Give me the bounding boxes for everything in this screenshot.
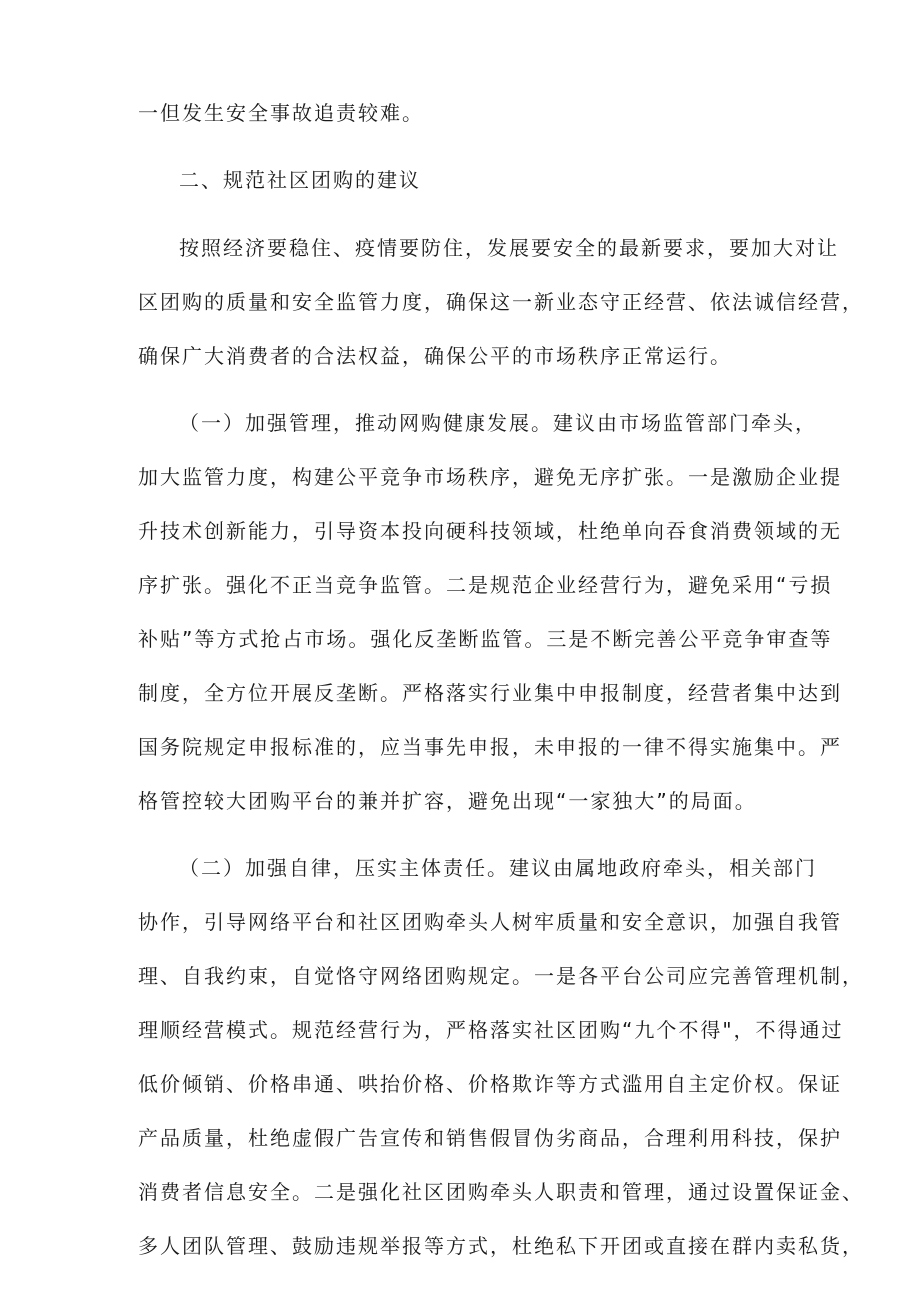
text-line: 理、自我约束，自觉恪守网络团购规定。一是各平台公司应完善管理机制，: [138, 964, 864, 988]
text-line: 制度，全方位开展反垄断。严格落实行业集中申报制度，经营者集中达到: [138, 681, 842, 705]
text-line: 一但发生安全事故追责较难。: [138, 101, 424, 125]
text-line: 按照经济要稳住、疫情要防住，发展要安全的最新要求，要加大对让: [179, 236, 839, 260]
text-line: （二）加强自律，压实主体责任。建议由属地政府牵头，相关部门: [179, 856, 817, 880]
text-line: 低价倾销、价格串通、哄抬价格、价格欺诈等方式滥用自主定价权。保证: [138, 1072, 842, 1096]
text-line: 国务院规定申报标准的，应当事先申报，未申报的一律不得实施集中。严: [138, 735, 842, 759]
text-line: 格管控较大团购平台的兼并扩容，避免出现“一家独大”的局面。: [138, 789, 757, 813]
text-line: 序扩张。强化不正当竞争监管。二是规范企业经营行为，避免采用“亏损: [138, 573, 833, 597]
text-line: 理顺经营模式。规范经营行为，严格落实社区团购“九个不得"，不得通过: [138, 1018, 844, 1042]
text-line: 确保广大消费者的合法权益，确保公平的市场秩序正常运行。: [138, 344, 732, 368]
text-line: 区团购的质量和安全监管力度，确保这一新业态守正经营、依法诚信经营，: [138, 290, 864, 314]
section-heading: 二、规范社区团购的建议: [179, 168, 421, 192]
text-line: （一）加强管理，推动网购健康发展。建议由市场监管部门牵头，: [179, 411, 817, 435]
text-line: 加大监管力度，构建公平竞争市场秩序，避免无序扩张。一是激励企业提: [138, 465, 842, 489]
text-line: 产品质量，杜绝虚假广告宣传和销售假冒伪劣商品，合理利用科技，保护: [138, 1126, 842, 1150]
text-line: 升技术创新能力，引导资本投向硬科技领域，杜绝单向吞食消费领域的无: [138, 519, 842, 543]
text-line: 多人团队管理、鼓励违规举报等方式，杜绝私下开团或直接在群内卖私货，: [138, 1234, 864, 1258]
text-line: 协作，引导网络平台和社区团购牵头人树牢质量和安全意识，加强自我管: [138, 910, 842, 934]
text-line: 消费者信息安全。二是强化社区团购牵头人职责和管理，通过设置保证金、: [138, 1180, 864, 1204]
text-line: 补贴”等方式抢占市场。强化反垄断监管。三是不断完善公平竞争审查等: [138, 627, 833, 651]
